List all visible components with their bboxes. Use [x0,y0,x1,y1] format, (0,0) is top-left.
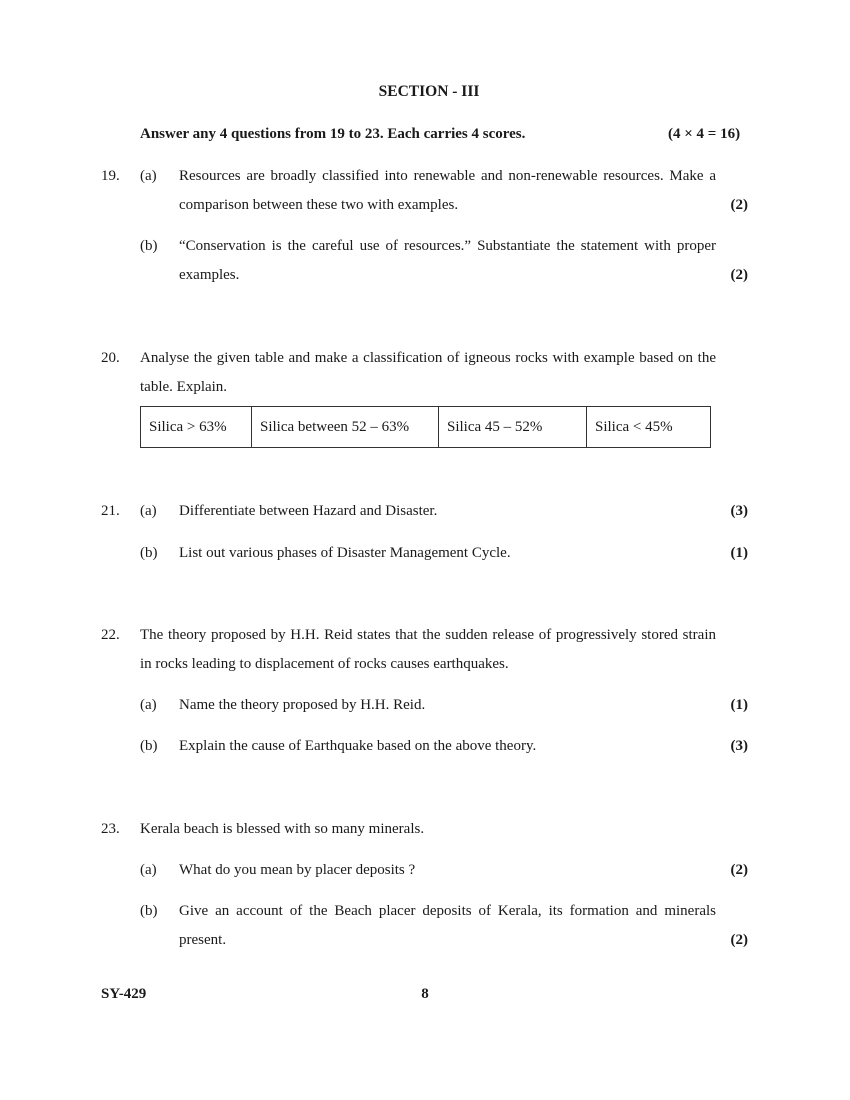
question-20-text: Analyse the given table and make a classification of igneous rocks with example based on the table. Explain. [140,350,716,395]
instruction-marks: (4 × 4 = 16) [668,126,741,142]
question-21a-marks: (3) [730,503,748,519]
question-21-number: 21. [101,503,120,519]
table-row [141,407,711,448]
paper-code: SY-429 [101,986,147,1002]
question-19a-marks: (2) [730,197,748,213]
question-22a-label: (a) [140,697,157,713]
silica-table [140,406,711,448]
question-23b-text: Give an account of the Beach placer deposits of Kerala, its formation and minerals present. [179,903,716,948]
table-cell: Silica 45 – 52% [439,407,587,448]
question-19a-text: Resources are broadly classified into renewable and non-renewable resources. Make a comparison between these two with examples. [179,168,716,213]
section-title: SECTION - III [378,83,480,100]
question-23a-marks: (2) [730,862,748,878]
instruction: Answer any 4 questions from 19 to 23. Each carries 4 scores. [140,126,526,142]
question-19b-label: (b) [140,238,158,254]
question-23a-label: (a) [140,862,157,878]
question-21a-label: (a) [140,503,157,519]
question-23b-label: (b) [140,903,158,919]
question-22-number: 22. [101,627,120,643]
table-cell: Silica > 63% [141,407,252,448]
question-19b-text: “Conservation is the careful use of resources.” Substantiate the statement with proper examples. [179,238,716,283]
question-23b-marks: (2) [730,932,748,948]
question-22b-label: (b) [140,738,158,754]
question-21b-label: (b) [140,545,158,561]
question-19-number: 19. [101,168,120,184]
question-23a-text: What do you mean by placer deposits ? [179,862,416,878]
question-19a-label: (a) [140,168,157,184]
question-20-number: 20. [101,350,120,366]
question-22a-text: Name the theory proposed by H.H. Reid. [179,697,426,713]
question-21a-text: Differentiate between Hazard and Disaster. [179,503,438,519]
question-22a-marks: (1) [730,697,748,713]
table-cell: Silica between 52 – 63% [252,407,439,448]
table-cell: Silica < 45% [587,407,711,448]
question-22-text: The theory proposed by H.H. Reid states that the sudden release of progressively stored strain in rocks leading to displacement of rocks causes earthquakes. [140,627,716,672]
question-21b-marks: (1) [730,545,748,561]
question-23-number: 23. [101,821,120,837]
question-23-text: Kerala beach is blessed with so many minerals. [140,821,425,837]
question-21b-text: List out various phases of Disaster Management Cycle. [179,545,511,561]
question-22b-marks: (3) [730,738,748,754]
question-22b-text: Explain the cause of Earthquake based on the above theory. [179,738,537,754]
page-number: 8 [421,986,429,1002]
question-19b-marks: (2) [730,267,748,283]
